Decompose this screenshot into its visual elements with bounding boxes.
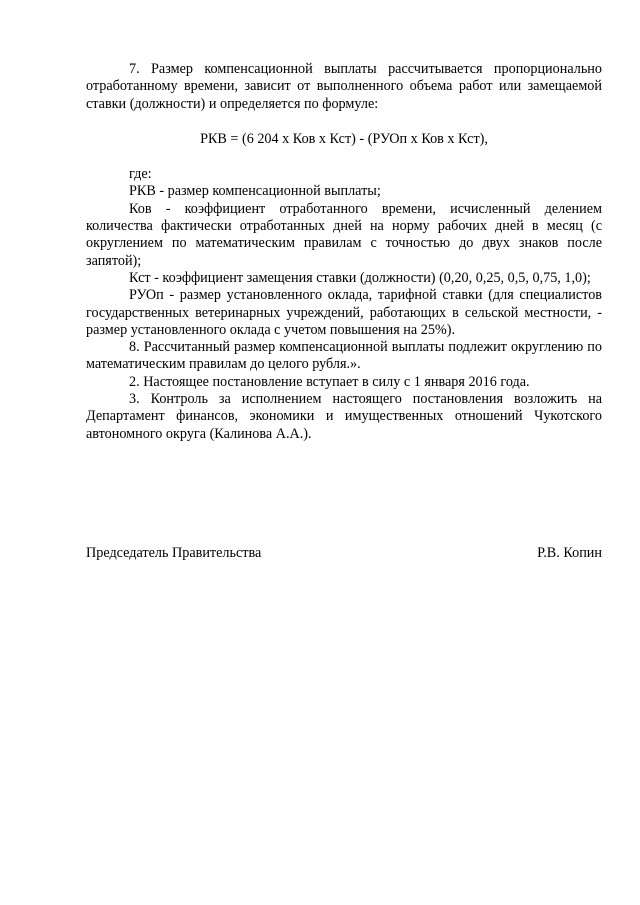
definition-ruop: РУОп - размер установленного оклада, тарифной ставки (для специалистов государственных ветеринарных учреждений, работающих в сельской местности, - размер установленного оклада с учетом повышения на 25%). bbox=[86, 287, 602, 338]
formula: РКВ = (6 204 х Ков х Кст) - (РУОп х Ков х Кст), bbox=[200, 130, 488, 147]
where-label: где: bbox=[129, 166, 152, 183]
signatory-name: Р.В. Копин bbox=[537, 545, 602, 561]
definition-rkv: РКВ - размер компенсационной выплаты; bbox=[129, 183, 381, 200]
item-7-paragraph: 7. Размер компенсационной выплаты рассчитывается пропорционально отработанному времени, зависит от выполненного объема работ или замещаемой ставки (должности) и определяется по формуле: bbox=[86, 61, 602, 112]
definition-kov: Ков - коэффициент отработанного времени, исчисленный делением количества фактически отработанных дней на норму рабочих дней в месяц (с округлением по математическим правилам с точностью до двух знаков после запятой); bbox=[86, 200, 602, 269]
item-8-paragraph: 8. Рассчитанный размер компенсационной выплаты подлежит округлению по математическим правилам до целого рубля.». bbox=[86, 339, 602, 373]
signatory-title: Председатель Правительства bbox=[86, 545, 262, 561]
definition-kst: Кст - коэффициент замещения ставки (должности) (0,20, 0,25, 0,5, 0,75, 1,0); bbox=[129, 269, 591, 286]
clause-2-paragraph: 2. Настоящее постановление вступает в силу с 1 января 2016 года. bbox=[129, 373, 530, 390]
document-body bbox=[86, 61, 602, 443]
clause-3-paragraph: 3. Контроль за исполнением настоящего постановления возложить на Департамент финансов, экономики и имущественных отношений Чукотского автономного округа (Калинова А.А.). bbox=[86, 391, 602, 442]
